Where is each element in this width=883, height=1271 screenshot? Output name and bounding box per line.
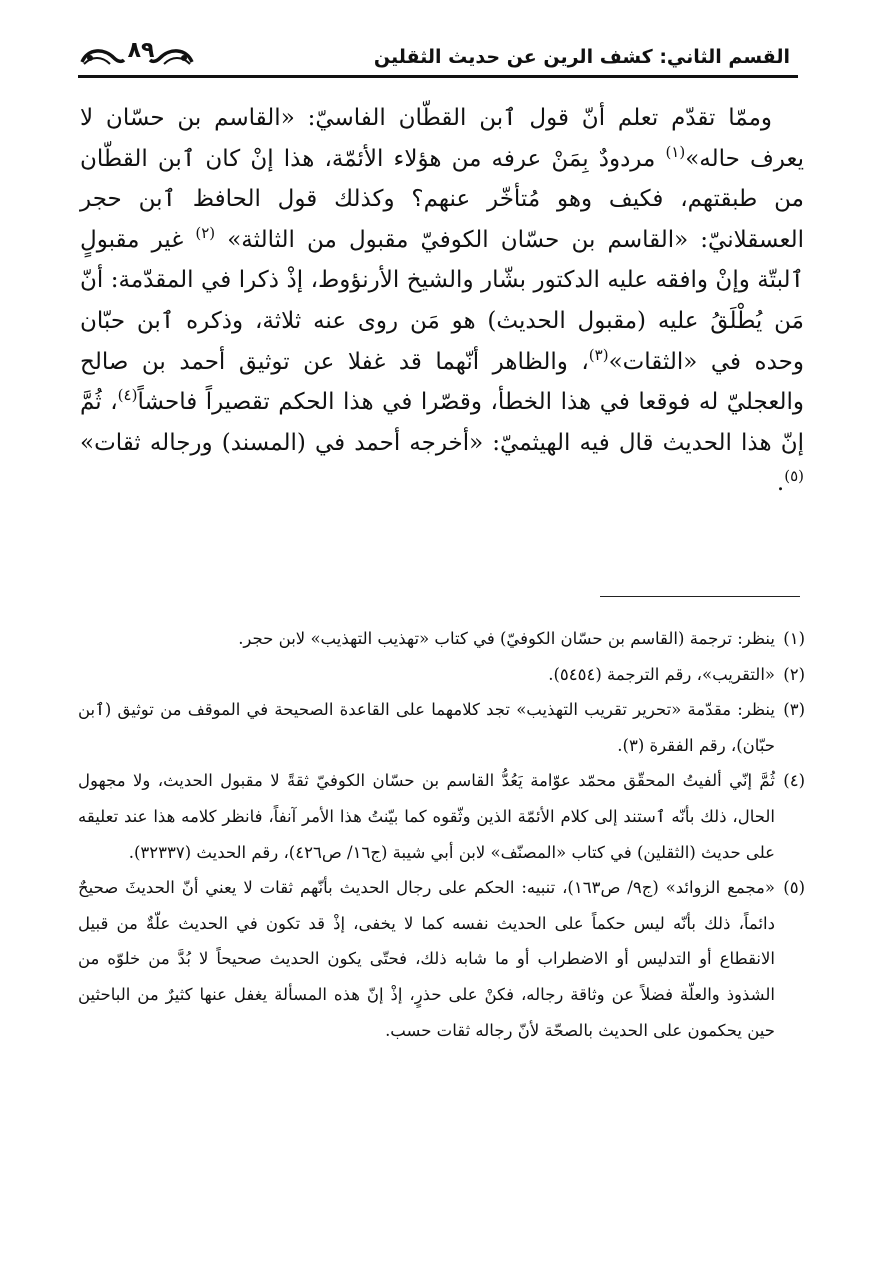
footnote [78, 870, 805, 1048]
footnote-separator [600, 596, 800, 597]
footnote-ref: (٥) [784, 467, 804, 486]
footnote-ref: (٤) [117, 386, 138, 405]
text-segment: ، والظاهر أنّهما قد غفلا عن توثيق أحمد بن صالح والعجليّ له فوقعا في هذا الخطأ، وقصّرا في هذا الحكم تقصيراً فاحشاً [80, 348, 804, 416]
footnote [78, 657, 805, 693]
page-header [78, 30, 798, 78]
main-paragraph [80, 98, 804, 504]
footnote-text: ينظر: ترجمة (القاسم بن حسّان الكوفيّ) في كتاب «تهذيب التهذيب» لابن حجر. [238, 629, 775, 648]
text-segment: ، ثُمَّ إنّ هذا الحديث قال فيه الهيثميّ: «أخرجه أحمد في (المسند) ورجاله ثقات» [80, 389, 804, 456]
footnote-number: (٢) [783, 664, 805, 684]
footnotes [78, 621, 805, 1048]
footnote-number: (٤) [783, 771, 805, 791]
footnote [78, 692, 805, 763]
footnote [78, 763, 805, 870]
header-rule [78, 75, 798, 78]
footnote-text: ينظر: مقدّمة «تحرير تقريب التهذيب» تجد كلامهما على القاعدة الصحيحة في الموقف من توثيق (ٱبن حبّان)، رقم الفقرة (٣). [78, 700, 775, 755]
footnote-text: «مجمع الزوائد» (ج٩/ ص١٦٣)، تنبيه: الحكم على رجال الحديث بأنّهم ثقات لا يعني أنّ الحديثَ صحيحٌ دائماً، ذلك بأنّه ليس حكماً على الحديث نفسه كما لا يخفى، إذْ قد تكون في الحديث علّةٌ من قبيل الانقطاع أو التدليس أو الاضطراب أو ما شابه ذلك، فحتّى يكون الحديث صحيحاً لا بُدَّ من خلوّه من الشذوذ والعلّة فضلاً عن وثاقة رجاله، فكنْ على حذرٍ، إذْ إنّ هذه المسألة يغفل عنها كثيرٌ من الباحثين حين يحكمون على الحديث بالصحّة لأنّ رجاله ثقات حسب. [78, 878, 775, 1040]
footnote-number: (٥) [783, 878, 805, 898]
running-header-title: القسم الثاني: كشف الرين عن حديث الثقلين [373, 46, 790, 68]
footnote-text: ثُمَّ إنّي ألفيتُ المحقّق محمّد عوّامة يَعُدُّ القاسم بن حسّان الكوفيّ ثقةً لا مقبول الحديث، ولا مجهول الحال، ذلك بأنّه ٱستند إلى كلام الأئمّة الذين وثّقوه كما بيّنتُ هذا الأمر آنفاً، فانظر كلامه هذا عند تعليقه على حديث (الثقلين) في كتاب «المصنّف» لابن أبي شيبة (ج١٦/ ص٤٢٦)، رقم الحديث (٣٢٣٣٧). [78, 771, 775, 862]
footnote-text: «التقريب»، رقم الترجمة (٥٤٥٤). [548, 664, 775, 684]
page-number: ٨٩ [127, 38, 155, 63]
page-number-ornament [78, 38, 196, 72]
text-segment: مردودٌ بِمَنْ عرفه من هؤلاء الأئمّة، هذا إنْ كان ٱبن القطّان من طبقتهم، فكيف وهو مُتأخّر عنهم؟ وكذلك قول الحافظ ٱبن حجر العسقلانيّ: «القاسم بن حسّان الكوفيّ مقبول من الثالثة» [80, 145, 804, 253]
text-segment: وممّا تقدّم تعلم أنّ قول ٱبن القطّان الفاسيّ: «القاسم بن حسّان لا يعرف حاله» [80, 105, 804, 172]
footnote-number: (٣) [783, 700, 805, 720]
footnote-ref: (١) [665, 142, 686, 161]
footnote-number: (١) [783, 629, 805, 648]
text-segment: غير مقبولٍ ٱلبتّة وإنْ وافقه عليه الدكتور بشّار والشيخ الأرنؤوط، إذْ ذكرا في المقدّمة: أنّ مَن يُطْلَقُ عليه (مقبول الحديث) هو مَن روى عنه ثلاثة، وذكره ٱبن حبّان وحده في «الثقات» [80, 226, 804, 375]
footnote-ref: (٣) [588, 345, 609, 364]
footnote-ref: (٢) [195, 223, 216, 242]
main-text [80, 98, 804, 504]
text-segment: . [776, 470, 785, 497]
footnote [78, 621, 805, 657]
